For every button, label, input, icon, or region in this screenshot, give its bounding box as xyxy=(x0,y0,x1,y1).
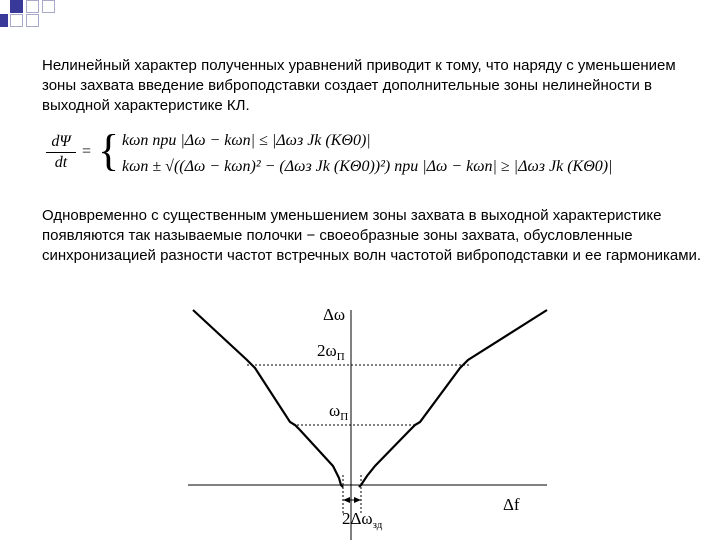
formula-brace: { xyxy=(98,126,120,175)
formula-lhs-denominator: dt xyxy=(54,154,68,171)
x-axis-label: Δf xyxy=(503,495,520,514)
paragraph-shelves: Одновременно с существенным уменьшением зоны захвата в выходной характеристике появляются так называемые полочки − своеобразные зоны захвата, обусловленные синхронизацией разности частот встречных волн частотой виброподставки и ее гармониками. xyxy=(42,207,702,264)
zone-width-sub: зд xyxy=(372,519,383,531)
zone-width-main: 2Δω xyxy=(342,509,373,528)
output-characteristic-diagram xyxy=(185,290,555,540)
formula-lhs-numerator: dΨ xyxy=(46,132,76,153)
characteristic-curve-left xyxy=(193,310,343,487)
deco-square xyxy=(10,14,23,27)
step-w-label xyxy=(329,401,348,423)
zone-arrowhead-left xyxy=(343,497,350,503)
zone-width-label xyxy=(342,509,383,531)
deco-square xyxy=(10,0,23,13)
deco-square xyxy=(42,0,55,13)
decorative-squares xyxy=(0,0,720,26)
formula-case-2: kωп ± √((Δω − kωп)² − (Δωз Jk (KΘ0))²) при |Δω − kωп| ≥ |Δωз Jk (KΘ0)| xyxy=(122,158,613,175)
step-2w-main: 2ω xyxy=(317,341,337,360)
y-axis-label: Δω xyxy=(323,305,346,324)
paragraph-nonlinear: Нелинейный характер полученных уравнений приводит к тому, что наряду с уменьшением зоны захвата введение виброподставки создает дополнительные зоны нелинейности в выходной характеристике КЛ. xyxy=(42,57,676,114)
formula-lhs-fraction xyxy=(46,132,76,173)
formula-equals: = xyxy=(82,143,92,160)
step-w-main: ω xyxy=(329,401,341,420)
deco-square xyxy=(26,14,39,27)
zone-arrowhead-right xyxy=(354,497,361,503)
formula-phase-derivative xyxy=(46,126,706,184)
characteristic-curve-right xyxy=(359,310,547,487)
deco-square xyxy=(0,14,8,27)
step-w-sub: П xyxy=(340,411,349,423)
step-2w-sub: П xyxy=(336,351,345,363)
formula-case-1: kωп при |Δω − kωп| ≤ |Δωз Jk (KΘ0)| xyxy=(122,132,371,149)
deco-square xyxy=(26,0,39,13)
diagram-svg xyxy=(185,290,555,540)
step-2w-label xyxy=(317,341,345,363)
